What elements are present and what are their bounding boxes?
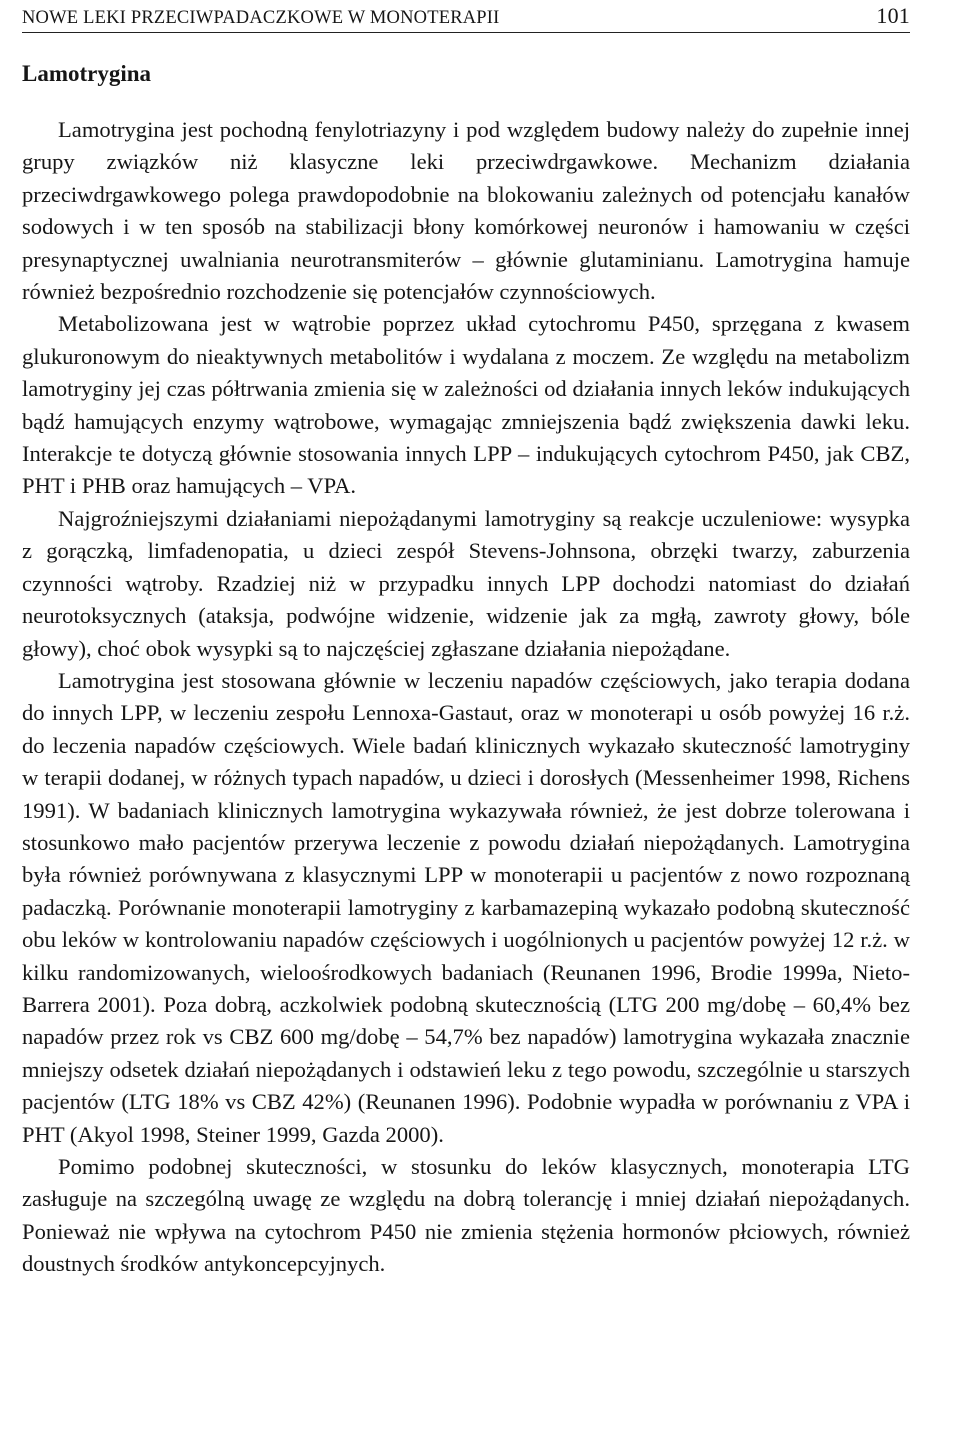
section-title: Lamotrygina [22,61,152,86]
document-page [22,0,910,1281]
paragraph-mechanism: Lamotrygina jest pochodną fenylotriazyny i pod względem budowy należy do zupełnie innej grupy związków niż klasyczne leki przeciwdrgawkowe. Mechanizm działania przeciwdrgawkowego polega prawdopodobnie na blokowaniu zależnych od potencjału kanałów sodowych i w ten sposób na stabilizacji błony komórkowej neuronów i hamowaniu w części presynaptycznej uwalniania neurotransmiterów – głównie glutaminianu. Lamotrygina hamuje również bezpośrednio rozchodzenie się potencjałów czynnościowych. [22,117,910,305]
running-header [22,4,910,33]
page-number: 101 [876,3,910,28]
paragraph-adverse-effects: Najgroźniejszymi działaniami niepożądanymi lamotryginy są reakcje uczuleniowe: wysypka z gorączką, limfadenopatia, u dzieci zespół Stevens-Johnsona, obrzęki twarzy, zaburzenia czynności wątroby. Rzadziej niż w przypadku innych LPP dochodzi natomiast do działań neurotoksycznych (ataksja, podwójne widzenie, widzenie jak za mgłą, zawroty głowy, bóle głowy), choć obok wysypki są to najczęściej zgłaszane działania niepożądane. [22,505,910,661]
paragraph-metabolism: Metabolizowana jest w wątrobie poprzez układ cytochromu P450, sprzęgana z kwasem glukuronowym do nieaktywnych metabolitów i wydalana z moczem. Ze względu na metabolizm lamotryginy jej czas półtrwania zmienia się w zależności od działania innych leków indukujących bądź hamujących enzymy wątrobowe, wymagając zmniejszenia bądź zwiększenia dawki leku. Interakcje te dotyczą głównie stosowania innych LPP – indukujących cytochrom P450, jak CBZ, PHT i PHB oraz hamujących – VPA. [22,311,910,499]
body-text [22,114,910,1281]
paragraph-clinical-use: Lamotrygina jest stosowana głównie w leczeniu napadów częściowych, jako terapia dodana do innych LPP, w leczeniu zespołu Lennoxa-Gastaut, oraz w monoterapi u osób powyżej 16 r.ż. do leczenia napadów częściowych. Wiele badań klinicznych wykazało skuteczność lamotryginy w terapii dodanej, w różnych typach napadów, u dzieci i dorosłych (Messenheimer 1998, Richens 1991). W badaniach klinicznych lamotrygina wykazywała również, że jest dobrze tolerowana i stosunkowo mało pacjentów przerywa leczenie z powodu działań niepożądanych. Lamotrygina była również porównywana z klasycznymi LPP w monoterapii u pacjentów z nowo rozpoznaną padaczką. Porównanie monoterapii lamotryginy z karbamazepiną wykazało podobną skuteczność obu leków w kontrolowaniu napadów częściowych i uogólnionych u pacjentów powyżej 12 r.ż. w kilku randomizowanych, wieloośrodkowych badaniach (Reunanen 1996, Brodie 1999a, Nieto-Barrera 2001). Poza dobrą, aczkolwiek podobną skutecznością (LTG 200 mg/dobę – 60,4% bez napadów przez rok vs CBZ 600 mg/dobę – 54,7% bez napadów) lamotrygina wykazała znacznie mniejszy odsetek działań niepożądanych i odstawień leku z tego powodu, szczególnie u starszych pacjentów (LTG 18% vs CBZ 42%) (Reunanen 1996). Podobnie wypadła w porównaniu z VPA i PHT (Akyol 1998, Steiner 1999, Gazda 2000). [22,667,910,1147]
paragraph-tolerance: Pomimo podobnej skuteczności, w stosunku do leków klasycznych, monoterapia LTG zasługuje na szczególną uwagę ze względu na dobrą tolerancję i mniej działań niepożądanych. Ponieważ nie wpływa na cytochrom P450 nie zmienia stężenia hormonów płciowych, również doustnych środków antykoncepcyjnych. [22,1154,910,1277]
running-title: NOWE LEKI PRZECIWPADACZKOWE W MONOTERAPII [22,8,500,28]
